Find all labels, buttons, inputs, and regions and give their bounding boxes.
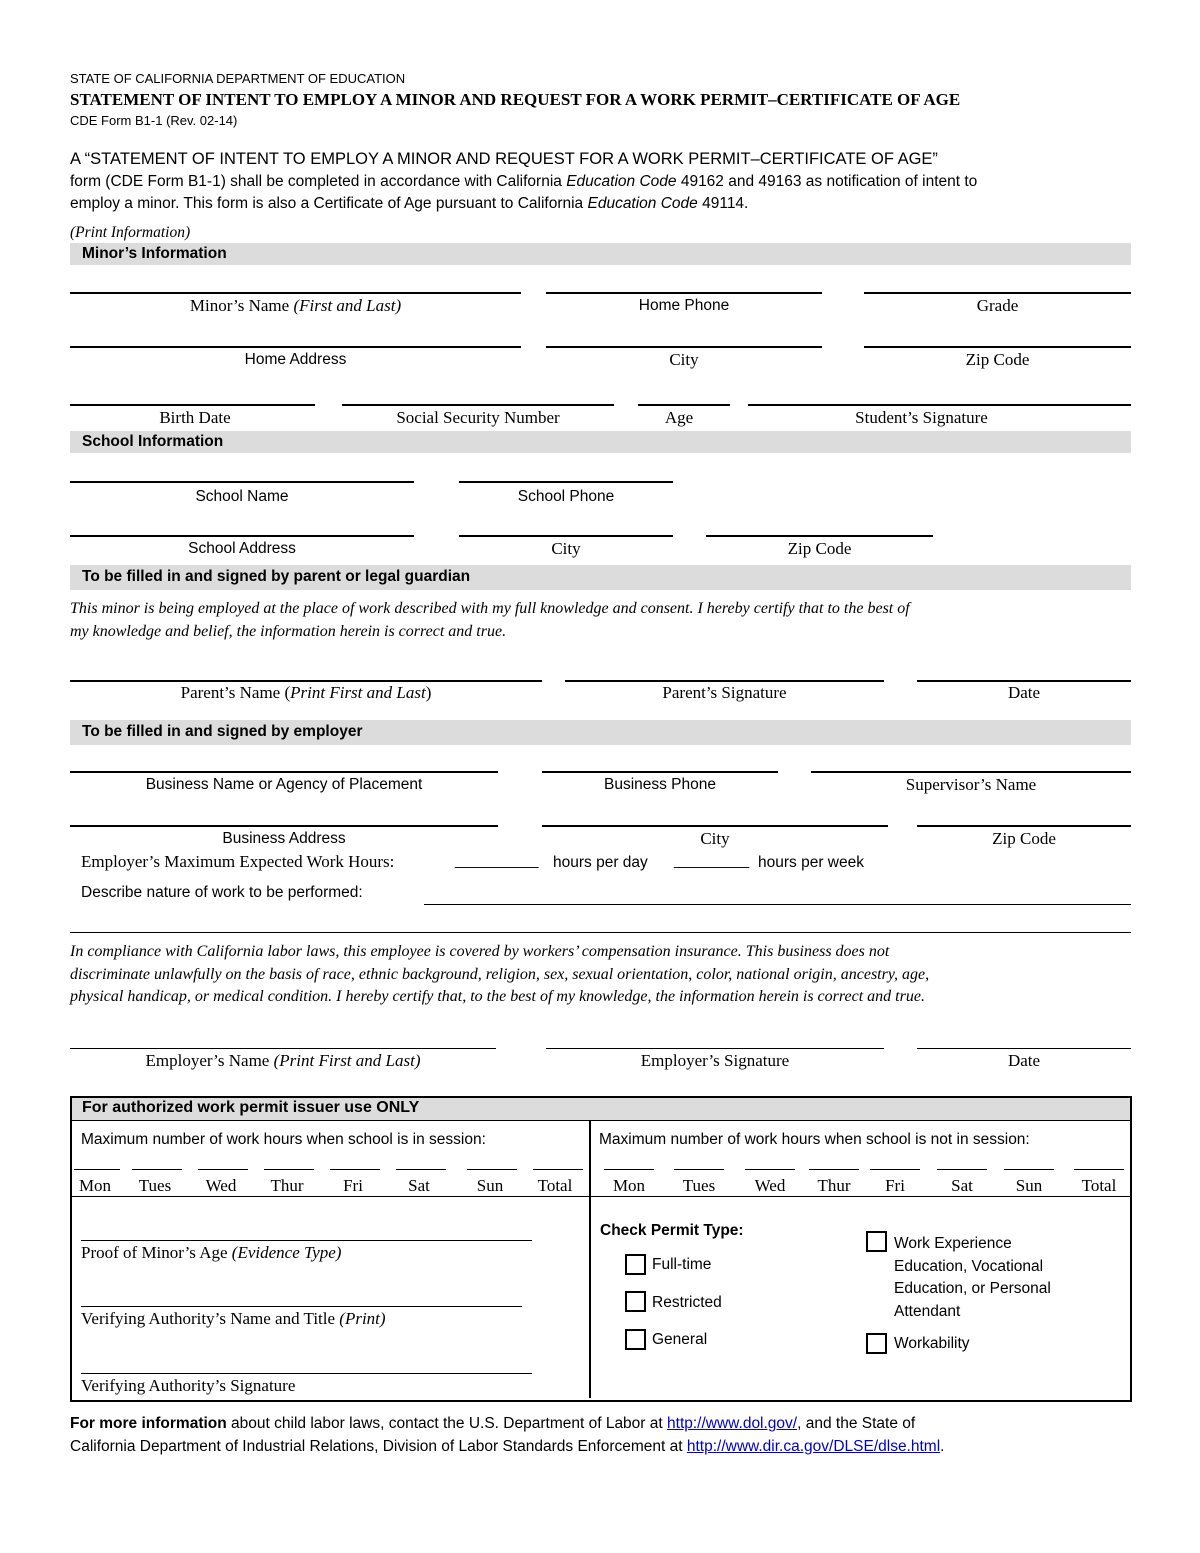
- hours-per-week-field[interactable]: _________: [674, 852, 750, 869]
- employer-signature-field[interactable]: [546, 1048, 884, 1049]
- birth-date-label: Birth Date: [159, 408, 231, 427]
- verifier-signature-field[interactable]: [81, 1373, 532, 1374]
- work-experience-label: Work Experience Education, Vocational Education, or Personal Attendant: [894, 1235, 1051, 1320]
- business-phone-label: Business Phone: [603, 776, 717, 793]
- in-session-thur-field[interactable]: [264, 1169, 314, 1170]
- minor-section-header: Minor’s Information: [70, 243, 1131, 265]
- in-session-sun-field[interactable]: [467, 1169, 517, 1170]
- school-name-label: School Name: [195, 488, 289, 505]
- in-session-tues-field[interactable]: [132, 1169, 182, 1170]
- out-session-wed-field[interactable]: [745, 1169, 795, 1170]
- in-session-label: Maximum number of work hours when school is in session:: [81, 1131, 486, 1148]
- work-hours-label: Employer’s Maximum Expected Work Hours:: [81, 852, 395, 871]
- out-session-day-tues: Tues: [682, 1176, 716, 1195]
- age-field[interactable]: [638, 404, 730, 406]
- out-session-day-sun: Sun: [1015, 1176, 1043, 1195]
- school-phone-field[interactable]: [459, 481, 673, 483]
- out-session-sun-field[interactable]: [1004, 1169, 1054, 1170]
- age-label: Age: [664, 408, 694, 427]
- in-session-day-sat: Sat: [408, 1176, 430, 1195]
- employer-name-field[interactable]: [70, 1048, 496, 1049]
- in-session-day-fri: Fri: [343, 1176, 363, 1195]
- issuer-section-header: For authorized work permit issuer use ONLY: [72, 1098, 1130, 1121]
- business-city-label: City: [700, 829, 730, 848]
- employer-signature-label: Employer’s Signature: [640, 1051, 790, 1070]
- parent-date-label: Date: [1007, 683, 1041, 702]
- out-session-thur-field[interactable]: [809, 1169, 859, 1170]
- out-session-day-thur: Thur: [817, 1176, 851, 1195]
- nature-of-work-field[interactable]: [424, 904, 1131, 905]
- out-session-tues-field[interactable]: [674, 1169, 724, 1170]
- ssn-field[interactable]: [342, 404, 614, 406]
- minor-zip-field[interactable]: [864, 346, 1131, 348]
- minor-city-field[interactable]: [546, 346, 822, 348]
- student-signature-field[interactable]: [748, 404, 1131, 406]
- grade-label: Grade: [976, 296, 1019, 315]
- out-session-day-mon: Mon: [612, 1176, 646, 1195]
- nature-of-work-label: Describe nature of work to be performed:: [81, 884, 363, 901]
- business-zip-label: Zip Code: [992, 829, 1056, 848]
- intro-line-2: form (CDE Form B1-1) shall be completed in accordance with California Education Code 49162 and 49163 as notification of intent to: [70, 173, 978, 190]
- in-session-total-field[interactable]: [533, 1169, 583, 1170]
- dol-link[interactable]: http://www.dol.gov/: [667, 1415, 798, 1432]
- business-address-label: Business Address: [222, 830, 346, 847]
- form-title: STATEMENT OF INTENT TO EMPLOY A MINOR AND REQUEST FOR A WORK PERMIT–CERTIFICATE OF AGE: [70, 90, 961, 109]
- employer-section-header: To be filled in and signed by employer: [70, 720, 1131, 745]
- in-session-day-wed: Wed: [205, 1176, 237, 1195]
- parent-section-header: To be filled in and signed by parent or legal guardian: [70, 565, 1131, 590]
- hours-per-week-label: hours per week: [758, 854, 864, 871]
- full-time-label: Full-time: [652, 1256, 712, 1273]
- minor-city-label: City: [669, 350, 699, 369]
- intro-line-1: A “STATEMENT OF INTENT TO EMPLOY A MINOR AND REQUEST FOR A WORK PERMIT–CERTIFICATE OF AGE”: [70, 150, 938, 168]
- out-session-day-divider: [591, 1196, 1130, 1197]
- general-checkbox[interactable]: [625, 1329, 646, 1350]
- school-address-label: School Address: [188, 540, 296, 557]
- birth-date-field[interactable]: [70, 404, 315, 406]
- issuer-divider: [589, 1121, 591, 1398]
- restricted-label: Restricted: [652, 1294, 722, 1311]
- work-experience-checkbox[interactable]: [866, 1231, 887, 1252]
- business-phone-field[interactable]: [542, 771, 778, 773]
- out-session-day-total: Total: [1081, 1176, 1117, 1195]
- in-session-day-thur: Thur: [270, 1176, 304, 1195]
- school-city-field[interactable]: [459, 535, 673, 537]
- business-address-field[interactable]: [70, 825, 498, 827]
- permit-type-heading: Check Permit Type:: [600, 1222, 744, 1239]
- minor-zip-label: Zip Code: [965, 350, 1030, 369]
- home-phone-label: Home Phone: [638, 297, 730, 314]
- intro-line-3: employ a minor. This form is also a Certificate of Age pursuant to California Education Code 49114.: [70, 195, 749, 212]
- out-session-day-sat: Sat: [951, 1176, 973, 1195]
- dlse-link[interactable]: http://www.dir.ca.gov/DLSE/dlse.html: [686, 1437, 941, 1455]
- school-address-field[interactable]: [70, 535, 414, 537]
- school-zip-field[interactable]: [706, 535, 933, 537]
- school-phone-label: School Phone: [517, 488, 615, 505]
- grade-field[interactable]: [864, 292, 1131, 294]
- home-address-field[interactable]: [70, 346, 521, 348]
- business-name-label: Business Name or Agency of Placement: [145, 776, 423, 793]
- hours-per-day-field[interactable]: __________: [455, 852, 539, 869]
- general-label: General: [652, 1331, 708, 1348]
- in-session-wed-field[interactable]: [198, 1169, 248, 1170]
- not-in-session-label: Maximum number of work hours when school is not in session:: [599, 1131, 1030, 1148]
- form-id: CDE Form B1-1 (Rev. 02-14): [70, 113, 238, 128]
- employer-date-label: Date: [1007, 1051, 1041, 1070]
- employer-date-field[interactable]: [917, 1048, 1131, 1049]
- department-name: STATE OF CALIFORNIA DEPARTMENT OF EDUCATION: [70, 71, 406, 86]
- out-session-sat-field[interactable]: [937, 1169, 987, 1170]
- parent-signature-label: Parent’s Signature: [662, 683, 787, 702]
- footer-note: For more information about child labor laws, contact the U.S. Department of Labor at http://www.dol.gov/, and the State of California Department of Industrial Relations, Division of Labor Standards Enforcement at http://www.dir.ca.gov/DLSE/dlse.html.: [70, 1415, 945, 1455]
- minor-name-field[interactable]: [70, 292, 521, 294]
- school-city-label: City: [551, 539, 581, 558]
- nature-of-work-field-line-2[interactable]: [70, 932, 1131, 933]
- parent-name-field[interactable]: [70, 680, 542, 682]
- verifier-signature-label: Verifying Authority’s Signature: [81, 1376, 296, 1395]
- workability-checkbox[interactable]: [866, 1333, 887, 1354]
- parent-signature-field[interactable]: [565, 680, 884, 682]
- business-zip-field[interactable]: [917, 825, 1131, 827]
- out-session-fri-field[interactable]: [870, 1169, 920, 1170]
- verifier-name-label: Verifying Authority’s Name and Title (Print): [81, 1309, 386, 1328]
- out-session-day-wed: Wed: [754, 1176, 786, 1195]
- in-session-day-tues: Tues: [138, 1176, 172, 1195]
- in-session-day-sun: Sun: [476, 1176, 504, 1195]
- home-phone-field[interactable]: [546, 292, 822, 294]
- in-session-sat-field[interactable]: [396, 1169, 446, 1170]
- in-session-fri-field[interactable]: [330, 1169, 380, 1170]
- business-city-field[interactable]: [542, 825, 888, 827]
- home-address-label: Home Address: [244, 351, 347, 368]
- out-session-day-fri: Fri: [885, 1176, 905, 1195]
- parent-date-field[interactable]: [917, 680, 1131, 682]
- verifier-name-field[interactable]: [81, 1306, 522, 1307]
- proof-of-age-label: Proof of Minor’s Age (Evidence Type): [81, 1243, 342, 1262]
- school-section-header: School Information: [70, 431, 1131, 453]
- employer-name-label: Employer’s Name (Print First and Last): [145, 1051, 421, 1070]
- in-session-day-divider: [72, 1196, 589, 1197]
- school-name-field[interactable]: [70, 481, 414, 483]
- supervisor-name-field[interactable]: [811, 771, 1131, 773]
- out-session-total-field[interactable]: [1074, 1169, 1124, 1170]
- in-session-day-total: Total: [537, 1176, 573, 1195]
- parent-name-label: Parent’s Name (Print First and Last): [180, 683, 432, 702]
- business-name-field[interactable]: [70, 771, 498, 773]
- in-session-mon-field[interactable]: [74, 1169, 120, 1170]
- hours-per-day-label: hours per day: [553, 854, 648, 871]
- student-signature-label: Student’s Signature: [855, 408, 988, 427]
- school-zip-label: Zip Code: [787, 539, 852, 558]
- employer-compliance-statement: In compliance with California labor laws, this employee is covered by workers’ compensation insurance. This business does not discriminate unlawfully on the basis of race, ethnic background, religion, sex, sexual orientation, color, national origin, ancestry, age, physical handicap, or medical condition. I hereby certify that, to the best of my knowledge, the information herein is correct and true.: [70, 943, 930, 1005]
- print-note: (Print Information): [70, 224, 191, 241]
- parent-consent-statement: This minor is being employed at the place of work described with my full knowledge and consent. I hereby certify that to the best of my knowledge and belief, the information herein is correct and true.: [70, 600, 910, 640]
- in-session-day-mon: Mon: [78, 1176, 112, 1195]
- workability-label: Workability: [894, 1335, 970, 1352]
- proof-of-age-field[interactable]: [81, 1240, 532, 1241]
- ssn-label: Social Security Number: [396, 408, 560, 427]
- minor-name-label: Minor’s Name (First and Last): [189, 296, 402, 315]
- supervisor-name-label: Supervisor’s Name: [905, 775, 1037, 794]
- out-session-mon-field[interactable]: [604, 1169, 654, 1170]
- restricted-checkbox[interactable]: [625, 1291, 646, 1312]
- full-time-checkbox[interactable]: [625, 1254, 646, 1275]
